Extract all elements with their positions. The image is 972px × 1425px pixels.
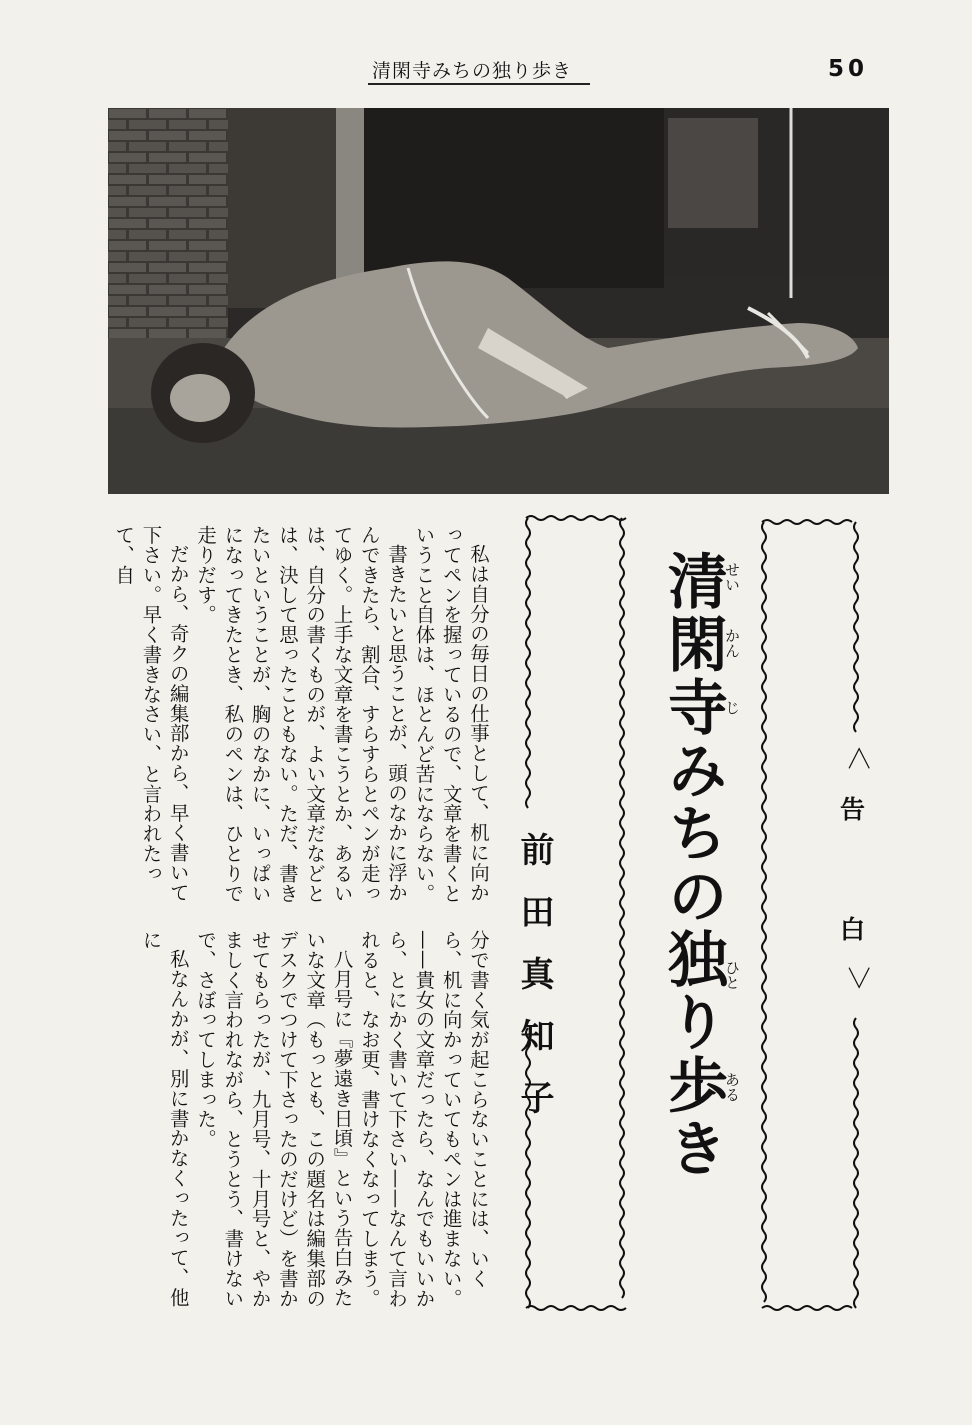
page-number: 50 <box>828 56 869 82</box>
body-paragraph: 私は自分の毎日の仕事として、机に向かってペンを握っているので、文章を書くということ自体は、ほとんど苦にならない。 <box>412 525 490 904</box>
category-open-bracket: ＜ <box>842 743 876 773</box>
body-paragraph: 私なんかが、別に書かなくったって、他に <box>139 930 190 1308</box>
body-paragraph: 八月号に『夢遠き日頃』という告白みたいな文章（もっとも、この題名は編集部のデスクでつけて下さったのだけど）を書かせてもらったが、九月号、十月号と、やかましく言われながら、とうとう、書けないで、さぼってしまった。 <box>194 930 354 1309</box>
category-label-1: 告 <box>840 795 866 824</box>
title-ruby-2: かん <box>723 628 741 658</box>
photograph <box>108 108 889 494</box>
running-title-rule <box>368 83 590 85</box>
body-bottom-block <box>102 930 492 1315</box>
title-ruby-1: せい <box>723 562 741 592</box>
title-ruby-5: ある <box>723 1072 741 1102</box>
category-label-2: 白 <box>840 915 866 944</box>
category-close-bracket: ＞ <box>842 963 876 993</box>
author-name: 前田真知子 <box>514 832 554 1142</box>
body-top-block <box>102 525 492 907</box>
running-title: 清閑寺みちの独り歩き <box>372 60 573 82</box>
title-ruby-4: ひと <box>723 960 741 990</box>
body-paragraph: だから、奇クの編集部から、早く書いて下さい。早く書きなさい、と言われたって、自 <box>112 525 190 903</box>
article-title: 清閑寺みちの独り歩き <box>658 550 728 1180</box>
body-paragraph: 分で書く気が起こらないことには、いくら、机に向かっていてもペンは進まない。——貴女の文章だったら、なんでもいいから、とにかく書いて下さい——なんて言われると、なお更、書けなくなってしまう。 <box>357 930 490 1309</box>
title-ruby-3: じ <box>723 700 741 715</box>
body-paragraph: 書きたいと思うことが、頭のなかに浮かんできたら、割合、すらすらとペンが走ってゆく。上手な文章を書こうとか、あるいは、自分の書くものが、よい文章だなどとは、決して思ったこともない。ただ、書きたいということが、胸のなかに、いっぱいになってきたとき、私のペンは、ひとりで走りだす。 <box>194 525 409 904</box>
